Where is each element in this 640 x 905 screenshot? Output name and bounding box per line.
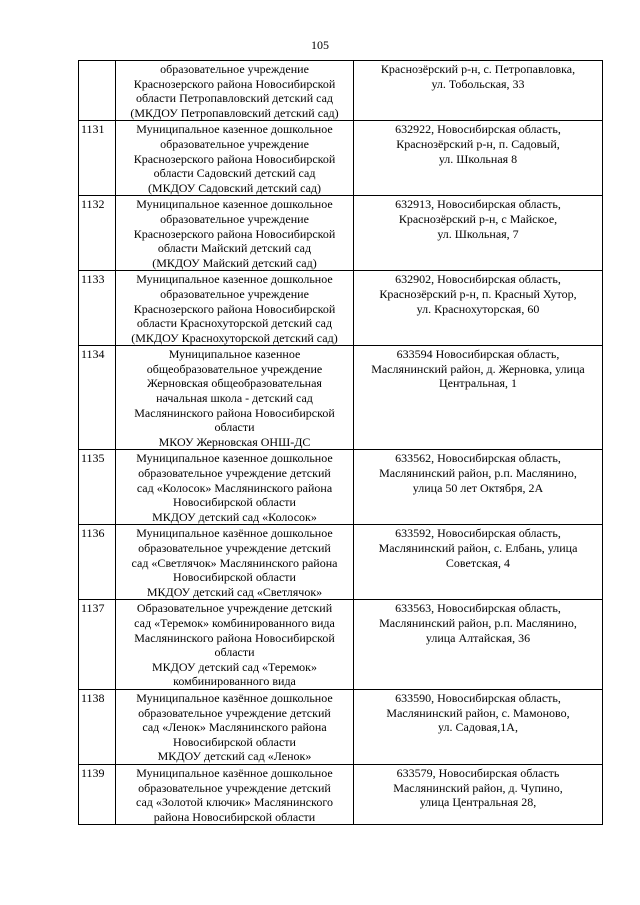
row-number: 1138 <box>79 689 116 764</box>
address-cell <box>354 525 603 600</box>
address-line: Краснозёрский р-н, п. Садовый, <box>396 136 560 151</box>
institution-name-cell <box>116 450 354 525</box>
institution-name-line: Муниципальное казённое дошкольное <box>136 765 333 780</box>
address-line: Краснозёрский р-н, с. Петропавловка, <box>380 62 576 76</box>
address-line: улица 50 лет Октября, 2А <box>412 480 544 495</box>
address-line: 633594 Новосибирская область, <box>396 347 560 362</box>
institution-name-line: Образовательное учреждение детский <box>136 601 333 616</box>
institution-name-line: образовательное учреждение детский <box>138 541 331 555</box>
address-line: Краснозёрский р-н, с Майское, <box>398 211 558 226</box>
institution-name-cell <box>116 689 354 764</box>
address-line: 633563, Новосибирская область, <box>395 601 561 616</box>
row-number: 1136 <box>79 525 116 600</box>
institution-name-line: Муниципальное казенное дошкольное <box>136 451 333 466</box>
address-cell <box>354 764 603 824</box>
institution-name-line: сад «Ленок» Маслянинского района <box>142 720 327 735</box>
institution-name-line: Муниципальное казенное <box>168 347 301 362</box>
row-number: 1134 <box>79 346 116 450</box>
table-row <box>79 196 603 271</box>
address-cell <box>354 450 603 525</box>
institution-name-line: области <box>214 645 255 660</box>
institution-name-line: Новосибирской области <box>173 734 296 749</box>
address-line: Центральная, 1 <box>439 376 517 391</box>
row-number: 1139 <box>79 764 116 824</box>
institution-name-line: Краснозерского района Новосибирской <box>133 151 336 166</box>
address-line: Маслянинский район, д. Чупино, <box>393 780 563 795</box>
table-row <box>79 121 603 196</box>
table-row <box>79 346 603 450</box>
institution-name-line: Муниципальное казенное дошкольное <box>136 122 333 137</box>
institution-name-line: (МКДОУ Майский детский сад) <box>152 255 317 270</box>
institution-name-line: сад «Колосок» Маслянинского района <box>136 480 333 495</box>
address-line: 633590, Новосибирская область, <box>395 690 561 705</box>
address-cell <box>354 121 603 196</box>
address-line: 633562, Новосибирская область, <box>395 451 561 466</box>
address-cell <box>354 61 603 121</box>
address-cell <box>354 346 603 450</box>
institution-name-cell <box>116 525 354 600</box>
institution-name-line: образовательное учреждение детский <box>138 705 331 720</box>
institution-name-line: области <box>214 420 255 435</box>
table-row <box>79 271 603 346</box>
institution-name-line: МКОУ Жерновская ОНШ-ДС <box>158 434 311 449</box>
address-line: Маслянинский район, с. Мамоново, <box>386 705 570 720</box>
institution-name-line: общеобразовательное учреждение <box>146 361 323 376</box>
institution-name-line: сад «Светлячок» Маслянинского района <box>131 555 338 570</box>
address-line: ул. Краснохуторская, 60 <box>416 301 540 316</box>
address-cell <box>354 196 603 271</box>
address-line: ул. Школьная, 7 <box>437 226 519 241</box>
table-row <box>79 61 603 121</box>
address-line: 632902, Новосибирская область, <box>395 272 561 287</box>
institution-name-line: (МКДОУ Краснохуторской детский сад) <box>131 330 338 345</box>
page-number: 105 <box>311 38 329 52</box>
address-line: улица Алтайская, 36 <box>425 630 531 645</box>
institution-name-line: образовательное учреждение детский <box>138 780 331 795</box>
institution-name-line: области Садовский детский сад <box>153 166 316 181</box>
address-line: Маслянинский район, р.п. Маслянино, <box>379 466 577 481</box>
institution-name-line: Краснозерского района Новосибирской <box>133 301 336 316</box>
institution-name-line: Муниципальное казенное дошкольное <box>136 272 333 287</box>
institution-name-line: области Петропавловский детский сад <box>135 91 334 106</box>
institution-name-cell <box>116 196 354 271</box>
address-line: улица Центральная 28, <box>419 795 537 810</box>
institution-name-line: Жерновская общеобразовательная <box>147 376 322 391</box>
institution-name-line: комбинированного вида <box>173 674 296 689</box>
institution-name-line: (МКДОУ Садовский детский сад) <box>147 180 322 195</box>
institution-name-line: Новосибирской области <box>173 495 296 510</box>
address-line: ул. Садовая,1А, <box>438 720 518 735</box>
address-line: 632922, Новосибирская область, <box>395 122 561 137</box>
institution-name-line: Маслянинского района Новосибирской <box>134 405 335 420</box>
table-row <box>79 689 603 764</box>
institution-name-cell <box>116 121 354 196</box>
row-number: 1133 <box>79 271 116 346</box>
address-cell <box>354 600 603 690</box>
row-number <box>79 61 116 121</box>
row-number: 1132 <box>79 196 116 271</box>
address-line: ул. Тобольская, 33 <box>431 76 525 91</box>
address-line: 633592, Новосибирская область, <box>395 526 561 541</box>
institution-name-line: МКДОУ детский сад «Теремок» <box>151 659 318 674</box>
institution-name-line: области Краснохуторской детский сад <box>136 316 333 331</box>
institution-name-line: Муниципальное казённое дошкольное <box>136 526 333 541</box>
institution-name-line: Новосибирской области <box>173 570 296 585</box>
institution-name-line: образовательное учреждение детский <box>138 466 331 481</box>
address-cell <box>354 689 603 764</box>
address-line: 633579, Новосибирская область <box>396 765 560 780</box>
institution-name-line: Маслянинского района Новосибирской <box>134 630 335 645</box>
institution-name-line: Краснозерского района Новосибирской <box>133 226 336 241</box>
institution-name-line: сад «Золотой ключик» Маслянинского <box>136 795 333 810</box>
institutions-table <box>78 60 603 825</box>
address-cell <box>354 271 603 346</box>
institution-name-cell <box>116 61 354 121</box>
address-line: Маслянинский район, д. Жерновка, улица <box>371 361 585 376</box>
institution-name-line: начальная школа - детский сад <box>156 391 313 406</box>
institution-name-line: района Новосибирской области <box>153 809 316 824</box>
institution-name-line: образовательное учреждение <box>160 211 309 226</box>
address-line: ул. Школьная 8 <box>438 151 518 166</box>
institution-name-line: образовательное учреждение <box>160 286 309 301</box>
institution-name-line: Муниципальное казенное дошкольное <box>136 197 333 212</box>
address-line: Краснозёрский р-н, п. Красный Хутор, <box>379 286 577 301</box>
institution-name-line: МКДОУ детский сад «Светлячок» <box>146 584 323 599</box>
institution-name-cell <box>116 600 354 690</box>
address-line: Советская, 4 <box>445 555 511 570</box>
address-line: Маслянинский район, р.п. Маслянино, <box>379 615 577 630</box>
institution-name-line: Краснозерского района Новосибирской <box>133 76 336 91</box>
institution-name-line: области Майский детский сад <box>157 241 312 256</box>
table-row <box>79 600 603 690</box>
table-row <box>79 450 603 525</box>
row-number: 1135 <box>79 450 116 525</box>
institution-name-cell <box>116 271 354 346</box>
institution-name-cell <box>116 346 354 450</box>
table-row <box>79 764 603 824</box>
institution-name-line: образовательное учреждение <box>160 62 309 76</box>
institution-name-line: МКДОУ детский сад «Колосок» <box>152 509 317 524</box>
address-line: 632913, Новосибирская область, <box>395 197 561 212</box>
institution-name-line: Муниципальное казённое дошкольное <box>136 690 333 705</box>
institution-name-cell <box>116 764 354 824</box>
table-body <box>79 61 603 825</box>
institution-name-line: образовательное учреждение <box>160 136 309 151</box>
institution-name-line: сад «Теремок» комбинированного вида <box>134 615 335 630</box>
table-row <box>79 525 603 600</box>
row-number: 1137 <box>79 600 116 690</box>
institution-name-line: (МКДОУ Петропавловский детский сад) <box>130 105 339 120</box>
row-number: 1131 <box>79 121 116 196</box>
institution-name-line: МКДОУ детский сад «Ленок» <box>157 749 312 764</box>
address-line: Маслянинский район, с. Елбань, улица <box>378 541 578 555</box>
